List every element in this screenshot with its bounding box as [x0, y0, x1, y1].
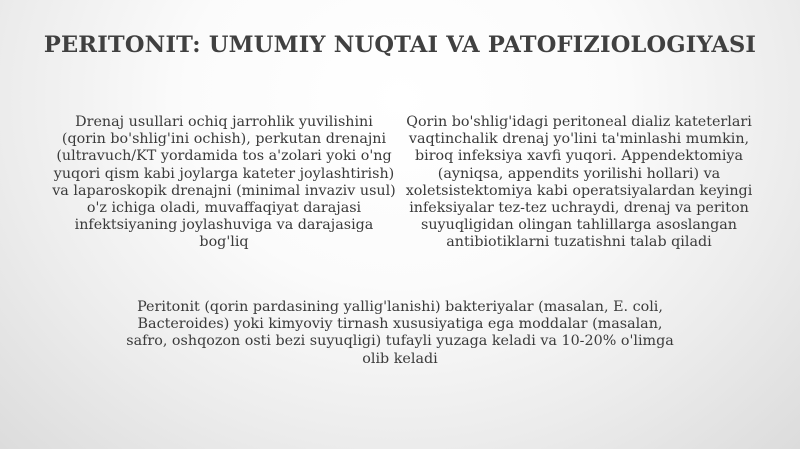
bottom-text-block: Peritonit (qorin pardasining yallig'lanishi) bakteriyalar (masalan, E. coli, Bacteroides) yoki kimyoviy tirnash xususiyatiga ega moddalar (masalan, safro, oshqozon osti bezi suyuqligi) tufayli yuzaga keladi va 10-20% o'limga olib keladi: [126, 299, 674, 367]
right-text-block: Qorin bo'shlig'idagi peritoneal dializ kateterlari vaqtinchalik drenaj yo'lini ta'minlashi mumkin, biroq infeksiya xavfi yuqori. Appendektomiya (ayniqsa, appendits yorilishi hollari) va xoletsistektomiya kabi operatsiyalardan keyingi infeksiyalar tez-tez uchraydi, drenaj va periton suyuqligidan olingan tahlillarga asoslangan antibiotiklarni tuzatishni talab qiladi: [405, 114, 753, 251]
left-text-block: Drenaj usullari ochiq jarrohlik yuvilishini (qorin bo'shlig'ini ochish), perkutan drenajni (ultravuch/KT yordamida tos a'zolari yoki o'ng yuqori qism kabi joylarga kateter joylashtirish) va laparoskopik drenajni (minimal invaziv usul) o'z ichiga oladi, muvaffaqiyat darajasi infektsiyaning joylashuviga va darajasiga bog'liq: [52, 114, 396, 251]
slide-title: PERITONIT: UMUMIY NUQTAI VA PATOFIZIOLOGIYASI: [43, 32, 757, 58]
